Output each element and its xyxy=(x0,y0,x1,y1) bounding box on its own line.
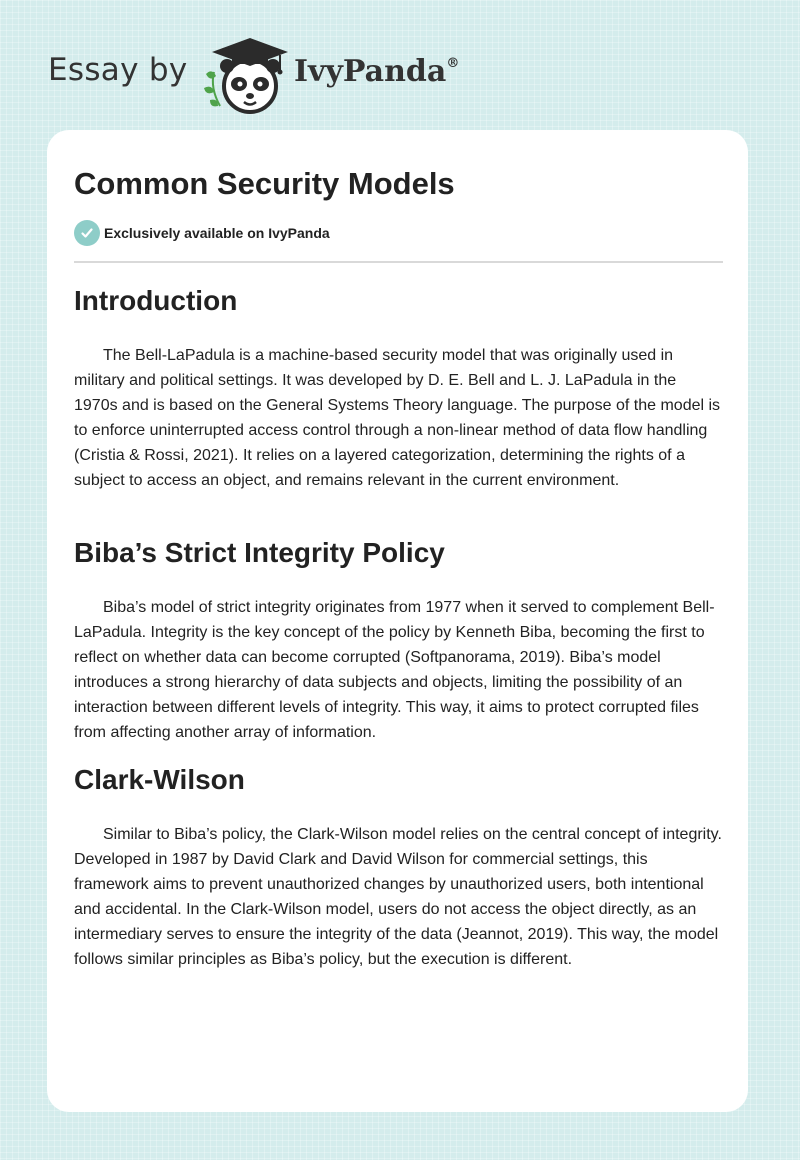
exclusive-badge xyxy=(74,220,330,246)
section-heading: Introduction xyxy=(74,285,238,316)
registered-mark: ® xyxy=(446,56,460,71)
section-paragraph: Biba’s model of strict integrity originates from 1977 when it served to complement Bell-LaPadula. Integrity is the key concept of the policy by Kenneth Biba, becoming the first to reflect on whether data can become corrupted (Softpanorama, 2019). Biba’s model introduces a strong hierarchy of data subjects and objects, limiting the possibility of an interaction between different levels of integrity. This way, it aims to protect corrupted files from affecting another array of information. xyxy=(74,599,715,741)
section-biba xyxy=(74,536,723,745)
page-title: Common Security Models xyxy=(74,166,455,201)
section-paragraph: The Bell-LaPadula is a machine-based security model that was originally used in military and political settings. It was developed by D. E. Bell and L. J. LaPadula in the 1970s and is based on the General Systems Theory language. The purpose of the model is to enforce uninterrupted access control through a non-linear method of data flow handling (Cristia & Rossi, 2021). It relies on a layered categorization, determining the rights of a subject to access an object, and remains relevant in the current environment. xyxy=(74,347,721,489)
section-heading: Clark-Wilson xyxy=(74,764,245,795)
section-paragraph: Similar to Biba’s policy, the Clark-Wilson model relies on the central concept of integrity. Developed in 1987 by David Clark and David Wilson for commercial settings, this framework aims to prevent unauthorized changes by unauthorized users, both intentional and accidental. In the Clark-Wilson model, users do not access the object directly, as an intermediary serves to ensure the integrity of the data (Jeannot, 2019). This way, the model follows similar principles as Biba’s policy, but the execution is different. xyxy=(74,826,722,968)
article-card xyxy=(47,130,748,1112)
title-divider xyxy=(74,261,723,263)
essay-by-label: Essay by xyxy=(48,52,188,88)
section-introduction xyxy=(74,284,723,493)
check-circle-icon xyxy=(74,220,100,246)
section-clark-wilson xyxy=(74,763,723,972)
brand-label: IvyPanda xyxy=(294,54,447,89)
site-header xyxy=(48,30,508,120)
section-heading: Biba’s Strict Integrity Policy xyxy=(74,537,445,568)
badge-label: Exclusively available on IvyPanda xyxy=(104,225,330,241)
brand-name[interactable] xyxy=(294,54,459,89)
panda-logo-icon[interactable] xyxy=(200,36,292,116)
